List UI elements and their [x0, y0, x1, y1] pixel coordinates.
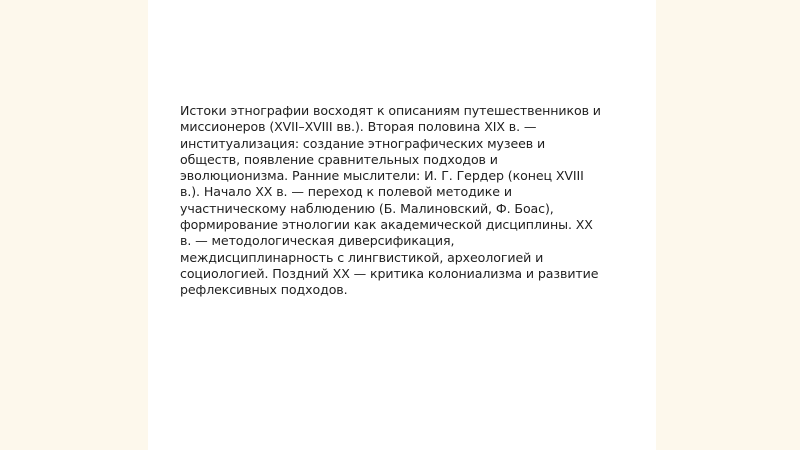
paragraph-line-3: институализация: создание этнографических музеев и [180, 135, 546, 151]
paragraph-line-10: междисциплинарность с лингвистикой, археологией и [180, 249, 544, 265]
paragraph-line-4: обществ, появление сравнительных подходов и [180, 151, 498, 167]
paragraph-line-7: участническому наблюдению (Б. Малиновский, Ф. Боас), [180, 200, 554, 216]
paragraph-line-12: рефлексивных подходов. [180, 282, 348, 298]
paragraph-line-9: в. — методологическая диверсификация, [180, 233, 455, 249]
paragraph-line-8: формирование этнологии как академической дисциплины. XX [180, 217, 593, 233]
document-page [148, 0, 656, 450]
paragraph-line-6: в.). Начало XX в. — переход к полевой методике и [180, 184, 512, 200]
paragraph-line-5: эволюционизма. Ранние мыслители: И. Г. Гердер (конец XVIII [180, 168, 584, 184]
paragraph-line-1: Истоки этнографии восходят к описаниям путешественников и [180, 103, 601, 118]
paragraph-line-11: социологией. Поздний XX — критика колониализма и развитие [180, 265, 599, 281]
paragraph-line-2: миссионеров (XVII–XVIII вв.). Вторая половина XIX в. — [180, 119, 537, 135]
body-paragraph [180, 103, 626, 299]
